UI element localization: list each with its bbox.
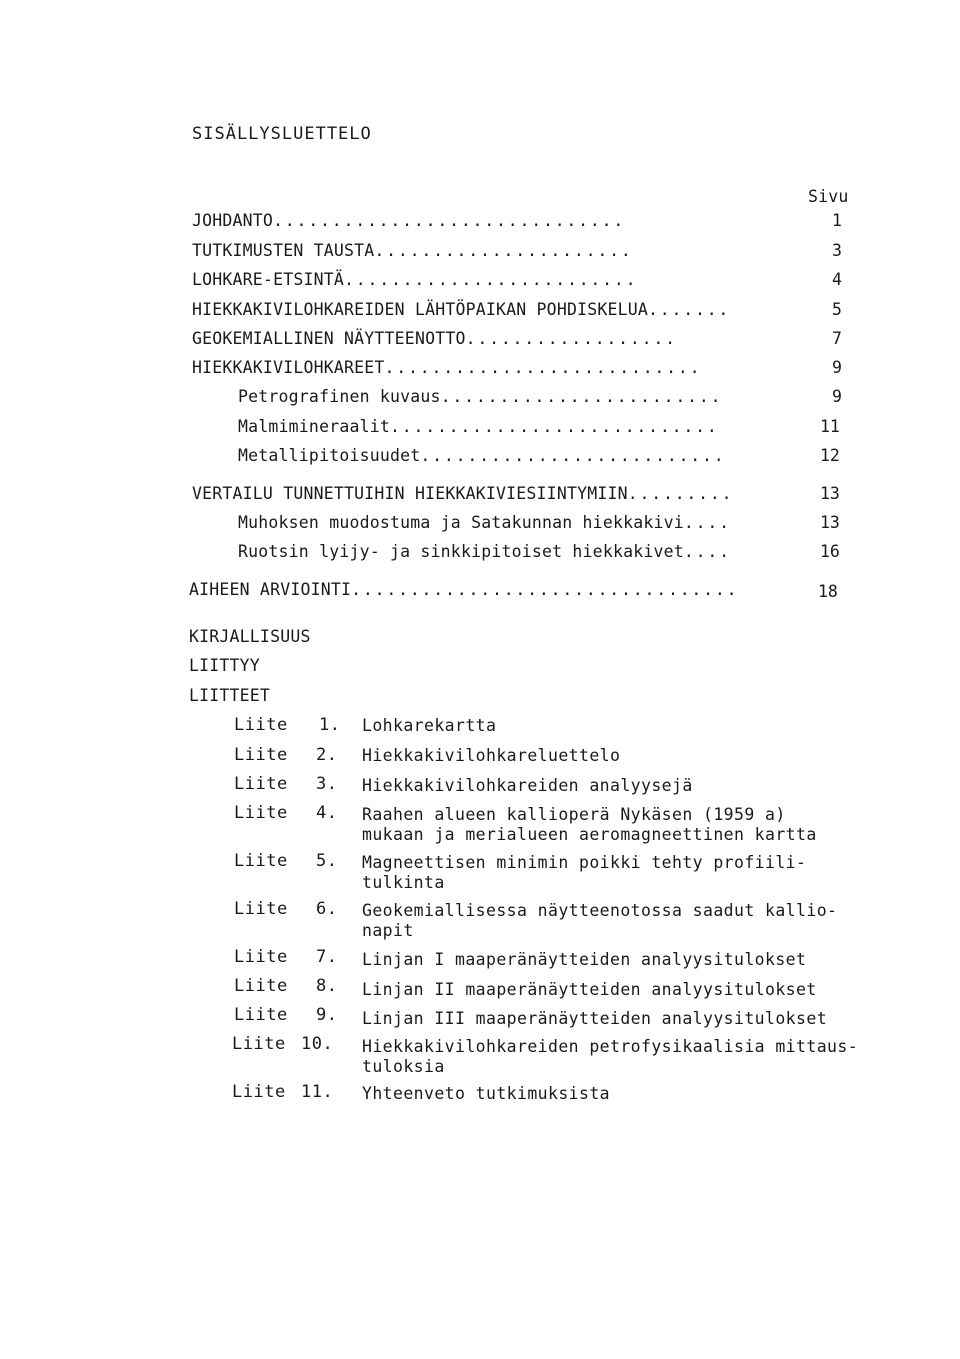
appendix-number: 2. <box>316 745 338 765</box>
toc-page-number: 9 <box>832 358 842 377</box>
toc-leader-dots: ...................... <box>374 241 633 260</box>
appendix-title <box>362 901 837 941</box>
toc-subentry <box>238 387 722 406</box>
toc-entry-text: Ruotsin lyijy- ja sinkkipitoiset hiekkakivet <box>238 542 684 561</box>
appendix-title <box>362 853 806 893</box>
appendix-label <box>234 715 288 735</box>
toc-page-number: 16 <box>820 542 840 561</box>
toc-entry <box>192 241 633 260</box>
appendix-number: 7. <box>316 947 338 967</box>
toc-leader-dots: ........................ <box>440 387 723 406</box>
appendix-number: 4. <box>316 803 338 823</box>
toc-page-number: 7 <box>832 329 842 348</box>
appendix-label <box>234 851 288 871</box>
appendix-title-line: Geokemiallisessa näytteenotossa saadut kallio- <box>362 901 838 920</box>
appendix-title <box>362 1084 610 1104</box>
appendix-title <box>362 1037 858 1077</box>
toc-page-number: 13 <box>820 484 840 503</box>
toc-leader-dots: ....... <box>648 300 731 319</box>
toc-entry-text: Metallipitoisuudet <box>238 446 421 465</box>
toc-page-number: 5 <box>832 300 842 319</box>
toc-entry-text: GEOKEMIALLINEN NÄYTTEENOTTO <box>192 329 466 348</box>
appendix-title-line: mukaan ja merialueen aeromagneettinen kartta <box>362 825 817 844</box>
appendix-title-line: napit <box>362 921 414 940</box>
appendix-word: Liite <box>234 899 288 919</box>
toc-leader-dots: ......................... <box>344 270 638 289</box>
toc-subentry <box>238 417 719 436</box>
appendix-word: Liite <box>234 1005 288 1025</box>
section-heading-liittyy: LIITTYY <box>189 656 260 675</box>
toc-leader-dots: .......................... <box>420 446 726 465</box>
appendix-title-line: Linjan III maaperänäytteiden analyysitulokset <box>362 1009 828 1028</box>
toc-subentry <box>238 513 731 532</box>
toc-entry-text: HIEKKAKIVILOHKAREET <box>192 358 385 377</box>
appendix-label <box>234 899 288 919</box>
appendix-title <box>362 980 817 1000</box>
appendix-label <box>234 803 288 823</box>
toc-entry <box>192 358 701 377</box>
appendix-label <box>234 774 288 794</box>
toc-entry-text: JOHDANTO <box>192 211 274 230</box>
toc-page-number: 9 <box>832 387 842 406</box>
appendix-number: 11. <box>301 1082 334 1102</box>
appendix-title-line: Magneettisen minimin poikki tehty profiili- <box>362 853 807 872</box>
toc-entry <box>192 270 637 289</box>
appendix-word: Liite <box>234 851 288 871</box>
appendix-label <box>234 976 288 996</box>
appendix-title-line: Linjan I maaperänäytteiden analyysitulokset <box>362 950 807 969</box>
toc-page-number: 1 <box>832 211 842 230</box>
toc-page-number: 4 <box>832 270 842 289</box>
appendix-label <box>234 745 288 765</box>
appendix-word: Liite <box>234 976 288 996</box>
appendix-title <box>362 746 620 766</box>
toc-leader-dots: ........................... <box>384 358 702 377</box>
toc-page-number: 11 <box>820 417 840 436</box>
appendix-number: 6. <box>316 899 338 919</box>
page-column-header: Sivu <box>808 187 849 206</box>
toc-leader-dots: ................................. <box>351 580 739 599</box>
appendix-title <box>362 1009 827 1029</box>
toc-leader-dots: ......... <box>627 484 734 503</box>
appendix-number: 3. <box>316 774 338 794</box>
appendix-word: Liite <box>232 1082 286 1102</box>
toc-entry <box>192 300 730 319</box>
appendix-title-line: Raahen alueen kallioperä Nykäsen (1959 a) <box>362 805 786 824</box>
toc-entry-text: HIEKKAKIVILOHKAREIDEN LÄHTÖPAIKAN POHDISKELUA <box>192 300 649 319</box>
toc-entry-text: Malmimineraalit <box>238 417 391 436</box>
toc-page-number: 13 <box>820 513 840 532</box>
appendix-title <box>362 776 693 796</box>
toc-entry-text: Petrografinen kuvaus <box>238 387 441 406</box>
appendix-word: Liite <box>234 803 288 823</box>
toc-entry <box>192 484 733 503</box>
appendix-title-line: Lohkarekartta <box>362 716 497 735</box>
toc-subentry <box>238 446 726 465</box>
toc-subentry <box>238 542 731 561</box>
appendix-label <box>234 947 288 967</box>
appendix-label <box>234 1005 288 1025</box>
toc-entry <box>192 329 677 348</box>
toc-entry-text: TUTKIMUSTEN TAUSTA <box>192 241 375 260</box>
appendix-title-line: Yhteenveto tutkimuksista <box>362 1084 611 1103</box>
toc-leader-dots: .................. <box>465 329 677 348</box>
section-heading-liitteet: LIITTEET <box>189 686 271 705</box>
toc-page-number: 3 <box>832 241 842 260</box>
appendix-title-line: tulkinta <box>362 873 445 892</box>
appendix-number: 10. <box>301 1034 334 1054</box>
toc-entry <box>192 211 625 230</box>
toc-page-number: 12 <box>820 446 840 465</box>
appendix-label <box>232 1034 286 1054</box>
toc-leader-dots: .... <box>683 542 731 561</box>
toc-leader-dots: .... <box>683 513 731 532</box>
toc-leader-dots: ............................ <box>390 417 719 436</box>
page-title: SISÄLLYSLUETTELO <box>192 124 372 144</box>
toc-entry-text: Muhoksen muodostuma ja Satakunnan hiekkakivi <box>238 513 684 532</box>
appendix-title-line: Hiekkakivilohkareluettelo <box>362 746 621 765</box>
section-heading-kirjallisuus: KIRJALLISUUS <box>189 627 311 646</box>
appendix-title-line: tuloksia <box>362 1057 445 1076</box>
appendix-title-line: Hiekkakivilohkareiden analyysejä <box>362 776 693 795</box>
appendix-word: Liite <box>234 774 288 794</box>
toc-entry-text: AIHEEN ARVIOINTI <box>189 580 352 599</box>
appendix-word: Liite <box>234 947 288 967</box>
toc-entry-text: LOHKARE-ETSINTÄ <box>192 270 345 289</box>
appendix-word: Liite <box>234 715 288 735</box>
appendix-number: 5. <box>316 851 338 871</box>
toc-entry-text: VERTAILU TUNNETTUIHIN HIEKKAKIVIESIINTYMIIN <box>192 484 628 503</box>
toc-page-number: 18 <box>818 582 838 601</box>
appendix-title <box>362 805 817 845</box>
appendix-title <box>362 950 806 970</box>
toc-entry <box>189 580 738 599</box>
appendix-number: 9. <box>316 1005 338 1025</box>
appendix-word: Liite <box>234 745 288 765</box>
appendix-title-line: Hiekkakivilohkareiden petrofysikaalisia mittaus- <box>362 1037 859 1056</box>
appendix-label <box>232 1082 286 1102</box>
appendix-title-line: Linjan II maaperänäytteiden analyysitulokset <box>362 980 817 999</box>
appendix-number: 1. <box>319 715 341 735</box>
appendix-word: Liite <box>232 1034 286 1054</box>
appendix-title <box>362 716 496 736</box>
appendix-number: 8. <box>316 976 338 996</box>
toc-leader-dots: .............................. <box>273 211 626 230</box>
